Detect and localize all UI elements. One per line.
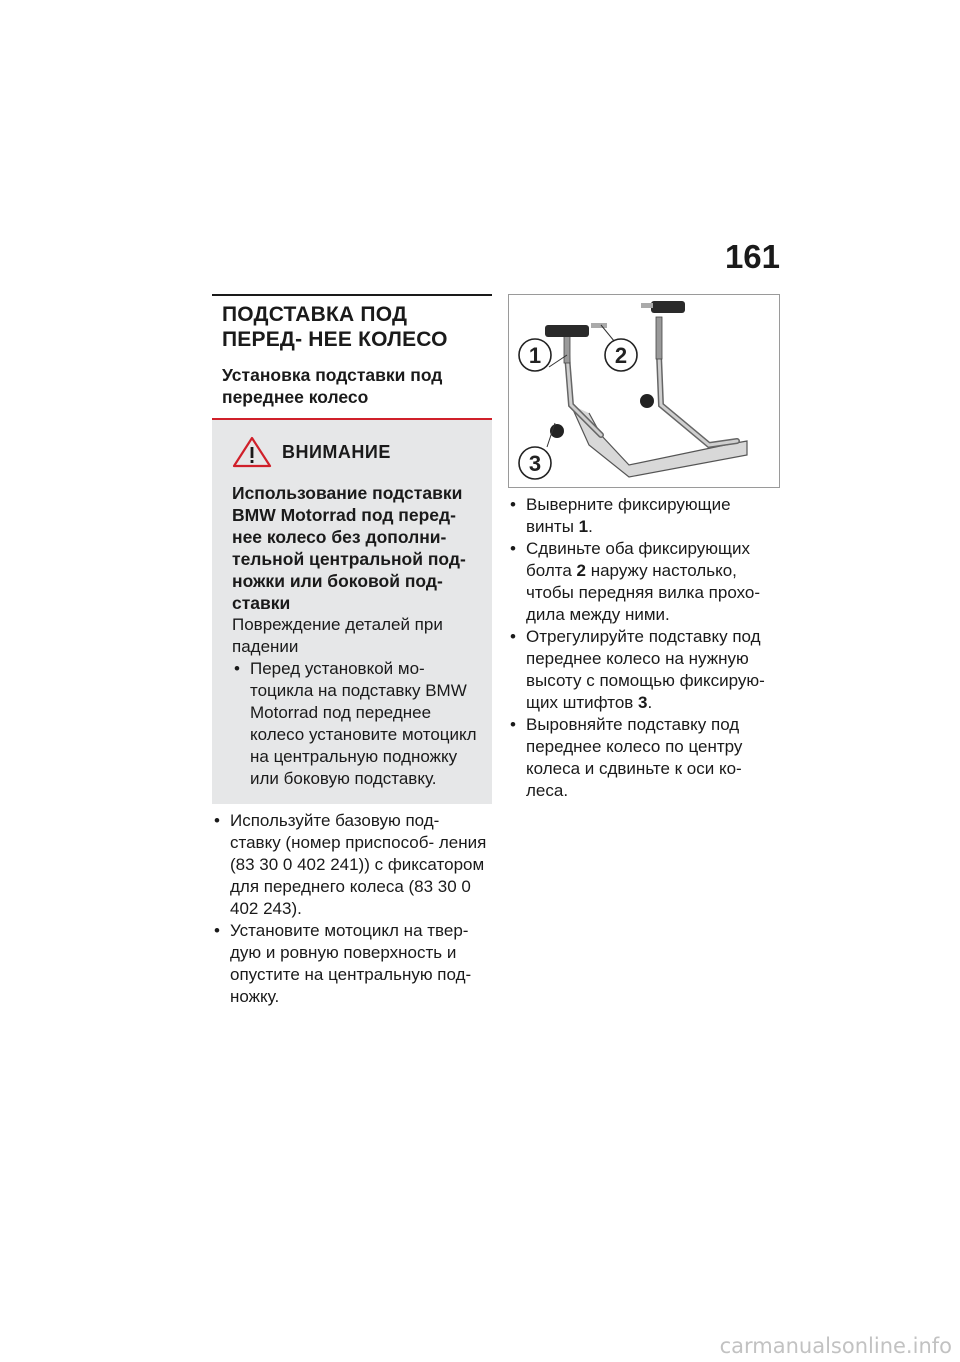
subsection-title: Установка подставки под переднее колесо <box>222 365 443 407</box>
step-text: Отрегулируйте подставку под переднее колесо на нужную высоту с помощью фиксирую- щих штифтов <box>526 627 765 712</box>
warning-list <box>232 658 482 790</box>
svg-text:3: 3 <box>528 451 542 476</box>
page-number: 161 <box>724 238 780 275</box>
callout-3 <box>519 447 551 479</box>
step-ref-number: 1 <box>578 517 589 536</box>
callout-1 <box>519 339 551 371</box>
step-item <box>508 538 780 626</box>
front-wheel-stand-drawing <box>509 295 779 487</box>
step-text: Выровняйте подставку под переднее колесо по центру колеса и сдвиньте к оси ко- леса. <box>526 715 743 800</box>
svg-text:1: 1 <box>528 343 542 368</box>
watermark: carmanualsonline.info <box>719 1334 952 1358</box>
step-item <box>508 714 780 802</box>
step-item: • Установите мотоцикл на твер- дую и ровную поверхность и опустите на центральную под- ножку. <box>212 920 492 1008</box>
warning-header <box>232 436 482 468</box>
warning-title: ВНИМАНИЕ <box>282 441 391 462</box>
step-ref-number: 2 <box>576 561 586 580</box>
step-item: • Используйте базовую под- ставку (номер приспособ- ления (83 30 0 402 241)) с фиксатором для переднего колеса (83 30 0 402 243). <box>212 810 492 920</box>
right-column <box>508 294 780 802</box>
step-text-end: . <box>647 693 653 712</box>
step-ref-number: 3 <box>638 693 648 712</box>
step-text-end: наружу настолько, чтобы передняя вилка прохо- дила между ними. <box>526 561 761 624</box>
warning-triangle-icon <box>232 436 272 468</box>
stand-illustration <box>508 294 780 488</box>
warning-consequence: Повреждение деталей при падении <box>232 615 443 656</box>
left-column <box>212 294 492 1008</box>
right-steps-list <box>508 494 780 802</box>
step-item <box>508 494 780 538</box>
step-text: Выверните фиксирующие винты <box>526 495 731 536</box>
warning-box <box>212 420 492 804</box>
svg-text:2: 2 <box>614 343 628 368</box>
left-steps-list <box>212 810 492 1008</box>
callout-2 <box>605 339 637 371</box>
step-item <box>508 626 780 714</box>
warning-list-item: • Перед установкой мо- тоцикла на подставку BMW Motorrad под переднее колесо установите мотоцикл на центральную подножку или боковую подставку. <box>232 658 482 790</box>
warning-heading: Использование подставки BMW Motorrad под перед- нее колесо без дополни- тельной центральной под- ножки или боковой под- ставки <box>232 483 466 613</box>
step-text: Сдвиньте оба фиксирующих болта <box>526 539 750 580</box>
section-top-rule <box>212 294 492 296</box>
section-title: ПОДСТАВКА ПОД ПЕРЕД- НЕЕ КОЛЕСО <box>222 303 448 351</box>
step-text-end: . <box>588 517 593 536</box>
